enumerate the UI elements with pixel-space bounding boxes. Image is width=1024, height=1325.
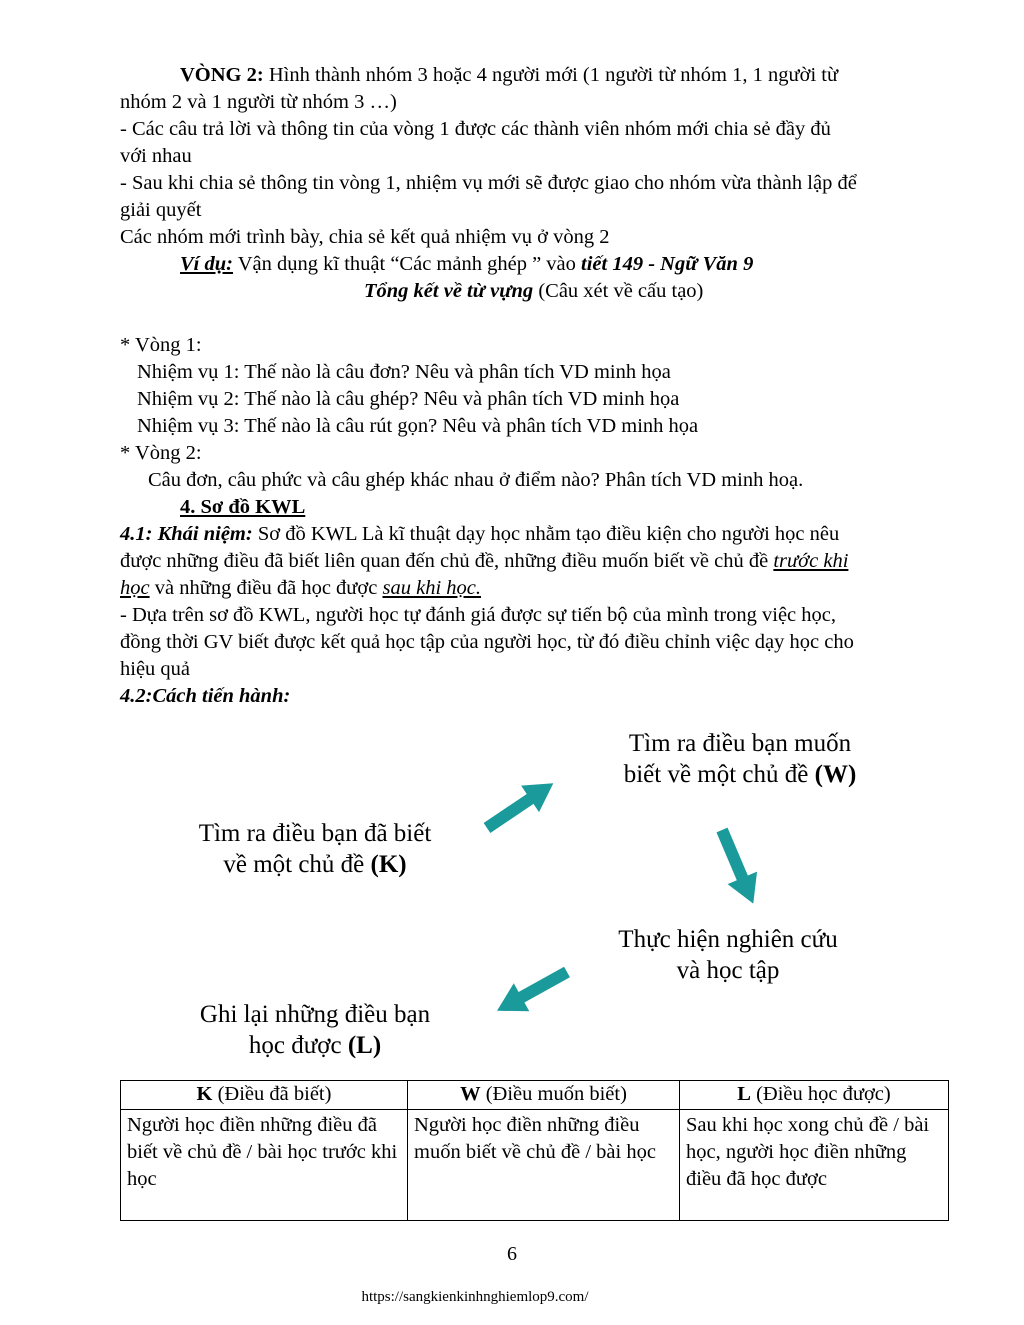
vong2-text1: Hình thành nhóm 3 hoặc 4 người mới (1 người từ nhóm 1, 1 người từ: [263, 64, 839, 86]
diagram-research-line2: và học tập: [676, 957, 780, 984]
procedure-label: 4.2:Cách tiến hành:: [120, 685, 291, 707]
kwl-header-w: [408, 1081, 680, 1110]
round2-question: Câu đơn, câu phức và câu ghép khác nhau ở điểm nào? Phân tích VD minh hoạ.: [148, 469, 804, 491]
kwl-table-header-row: [121, 1081, 949, 1110]
diagram-l-text: học được: [248, 1032, 348, 1059]
diagram-l-line1: Ghi lại những điều bạn: [199, 1001, 431, 1028]
arrow-research-to-l-icon: [489, 958, 574, 1025]
concept-before-a: trước khi: [773, 550, 849, 572]
kwl-heading: 4. Sơ đồ KWL: [180, 496, 306, 518]
kwl-cell-l: Sau khi học xong chủ đề / bài học, người học điền những điều đã học được: [680, 1110, 949, 1221]
concept-text2: được những điều đã biết liên quan đến chủ đề, những điều muốn biết về chủ đề: [120, 550, 774, 572]
vong2-line5: - Sau khi chia sẻ thông tin vòng 1, nhiệm vụ mới sẽ được giao cho nhóm vừa thành lập để: [120, 172, 857, 194]
concept-label: 4.1: Khái niệm:: [120, 523, 253, 545]
arrow-w-to-research-icon: [707, 824, 768, 910]
vong2-line2: nhóm 2 và 1 người từ nhóm 3 …): [120, 91, 397, 113]
table-row: [121, 1110, 949, 1221]
diagram-w-line1: Tìm ra điều bạn muốn: [628, 730, 852, 757]
diagram-w-letter: (W): [814, 761, 857, 788]
round1-task3: Nhiệm vụ 3: Thế nào là câu rút gọn? Nêu và phân tích VD minh họa: [137, 415, 699, 437]
concept-after: sau khi học.: [382, 577, 481, 599]
kwl-cell-k: Người học điền những điều đã biết về chủ đề / bài học trước khi học: [121, 1110, 408, 1221]
round1-title: * Vòng 1:: [120, 334, 202, 356]
round1-task2: Nhiệm vụ 2: Thế nào là câu ghép? Nêu và phân tích VD minh họa: [137, 388, 680, 410]
round1-task1: Nhiệm vụ 1: Thế nào là câu đơn? Nêu và phân tích VD minh họa: [137, 361, 671, 383]
arrow-k-to-w-icon: [478, 770, 562, 841]
round2-title: * Vòng 2:: [120, 442, 202, 464]
para2-line2: đồng thời GV biết được kết quả học tập của người học, từ đó điều chỉnh việc dạy học cho: [120, 631, 854, 653]
kwl-header-w-letter: W: [460, 1083, 481, 1105]
kwl-header-l-letter: L: [737, 1083, 751, 1105]
example-topic: Tổng kết về từ vựng: [364, 280, 534, 302]
kwl-header-w-text: (Điều muốn biết): [480, 1083, 627, 1105]
kwl-header-l-text: (Điều học được): [750, 1083, 891, 1105]
kwl-header-k-text: (Điều đã biết): [212, 1083, 332, 1105]
diagram-k-letter: (K): [370, 851, 407, 878]
vong2-label: VÒNG 2:: [180, 64, 264, 86]
page-number: 6: [507, 1243, 517, 1265]
example-text1: Vận dụng kĩ thuật “Các mảnh ghép ” vào: [232, 253, 582, 275]
para2-line3: hiệu quả: [120, 658, 191, 680]
diagram-l-letter: (L): [347, 1032, 382, 1059]
kwl-header-l: [680, 1081, 949, 1110]
diagram-k-line1: Tìm ra điều bạn đã biết: [198, 820, 432, 847]
example-label: Ví dụ:: [180, 253, 233, 275]
vong2-line6: giải quyết: [120, 199, 202, 221]
example-lesson: tiết 149 - Ngữ Văn 9: [581, 253, 754, 275]
kwl-header-k: [121, 1081, 408, 1110]
concept-before-b: học: [120, 577, 150, 599]
concept-text1: Sơ đồ KWL Là kĩ thuật dạy học nhằm tạo điều kiện cho người học nêu: [252, 523, 840, 545]
vong2-line4: với nhau: [120, 145, 192, 167]
kwl-cell-w: Người học điền những điều muốn biết về chủ đề / bài học: [408, 1110, 680, 1221]
kwl-table: [120, 1080, 949, 1221]
source-url[interactable]: https://sangkienkinhnghiemlop9.com/: [361, 1289, 589, 1305]
concept-text3: và những điều đã học được: [149, 577, 383, 599]
vong2-line7: Các nhóm mới trình bày, chia sẻ kết quả nhiệm vụ ở vòng 2: [120, 226, 610, 248]
vong2-line3: - Các câu trả lời và thông tin của vòng 1 được các thành viên nhóm mới chia sẻ đầy đủ: [120, 118, 831, 140]
para2-line1: - Dựa trên sơ đồ KWL, người học tự đánh giá được sự tiến bộ của mình trong việc học,: [120, 604, 837, 626]
diagram-k-text: về một chủ đề: [223, 851, 371, 878]
kwl-header-k-letter: K: [196, 1083, 213, 1105]
diagram-research-line1: Thực hiện nghiên cứu: [618, 926, 838, 953]
diagram-w-text: biết về một chủ đề: [623, 761, 815, 788]
example-text2: (Câu xét về cấu tạo): [533, 280, 704, 302]
